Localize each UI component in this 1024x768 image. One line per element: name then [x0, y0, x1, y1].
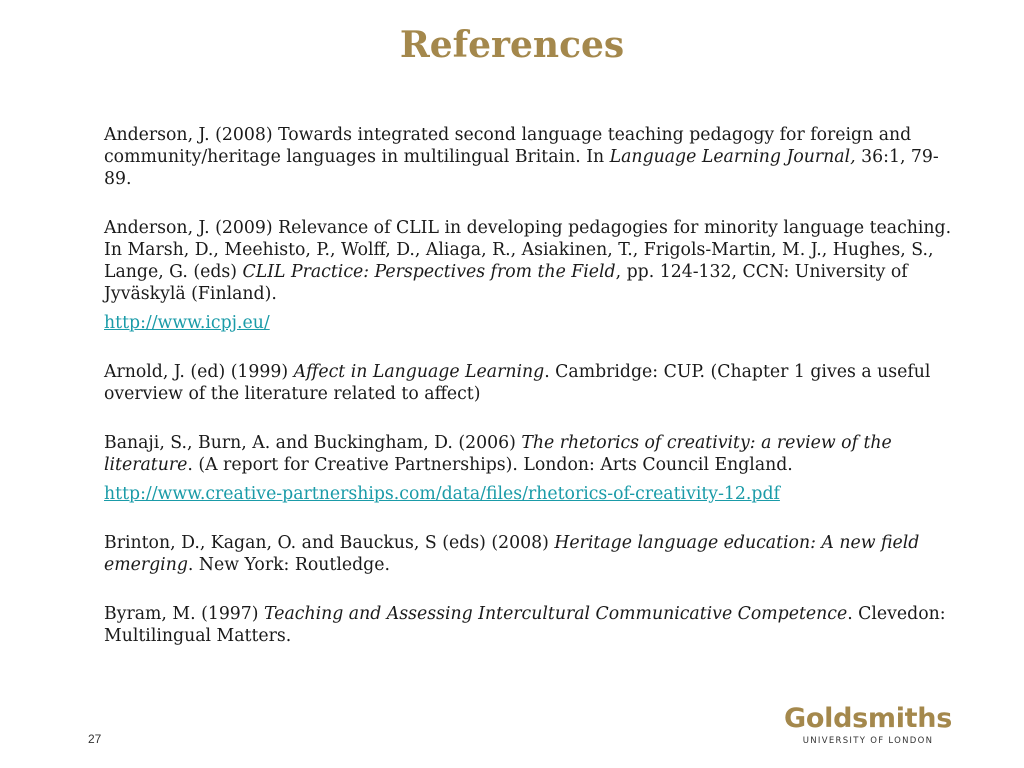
reference-details: . (A report for Creative Partnerships). London: Arts Council England. [187, 455, 793, 475]
page-number: 27 [88, 732, 102, 746]
reference-text: Banaji, S., Burn, A. and Buckingham, D. (2006) [104, 433, 522, 453]
reference-item [104, 532, 960, 576]
reference-details: . Cambridge: CUP. (Chapter 1 gives a useful overview of the literature related to affect) [104, 362, 931, 404]
reference-link[interactable]: http://www.creative-partnerships.com/data/files/rhetorics-of-creativity-12.pdf [104, 484, 780, 504]
reference-details: , pp. 124-132, CCN: University of Jyväskylä (Finland). [104, 262, 908, 304]
reference-source-title: Teaching and Assessing Intercultural Communicative Competence [264, 604, 848, 624]
goldsmiths-logo [784, 704, 952, 746]
reference-source-title: The rhetorics of creativity: a review of the literature [104, 433, 892, 475]
logo-subtitle: UNIVERSITY OF LONDON [802, 736, 934, 746]
reference-details: . New York: Routledge. [187, 555, 390, 575]
reference-item [104, 217, 960, 305]
reference-text: Anderson, J. (2009) Relevance of CLIL in developing pedagogies for minority language teaching. In Marsh, D., Meehisto, P., Wolff, D., Aliaga, R., Asiakinen, T., Frigols-Martin, M. J., Hughes, S., Lange, G. (eds) [104, 218, 952, 282]
reference-item [104, 603, 960, 647]
reference-link[interactable]: http://www.icpj.eu/ [104, 313, 270, 333]
reference-source-title: Affect in Language Learning [293, 362, 545, 382]
reference-item [104, 361, 960, 405]
reference-text: Arnold, J. (ed) (1999) [104, 362, 294, 382]
reference-item [104, 432, 960, 476]
reference-list [104, 124, 960, 647]
page-title: References [399, 24, 625, 66]
reference-source-title: Language Learning Journal, [609, 147, 856, 167]
reference-text: Byram, M. (1997) [104, 604, 265, 624]
reference-source-title: CLIL Practice: Perspectives from the Field [242, 262, 616, 282]
reference-details: . Clevedon: Multilingual Matters. [104, 604, 946, 646]
reference-details: 36:1, 79-89. [104, 147, 939, 189]
reference-item [104, 124, 960, 190]
reference-text: Brinton, D., Kagan, O. and Bauckus, S (eds) (2008) [104, 533, 555, 553]
logo-wordmark: Goldsmiths [784, 703, 952, 734]
reference-text: Anderson, J. (2008) Towards integrated second language teaching pedagogy for foreign and community/heritage languages in multilingual Britain. In [104, 125, 912, 167]
reference-source-title: Heritage language education: A new field emerging [104, 533, 920, 575]
